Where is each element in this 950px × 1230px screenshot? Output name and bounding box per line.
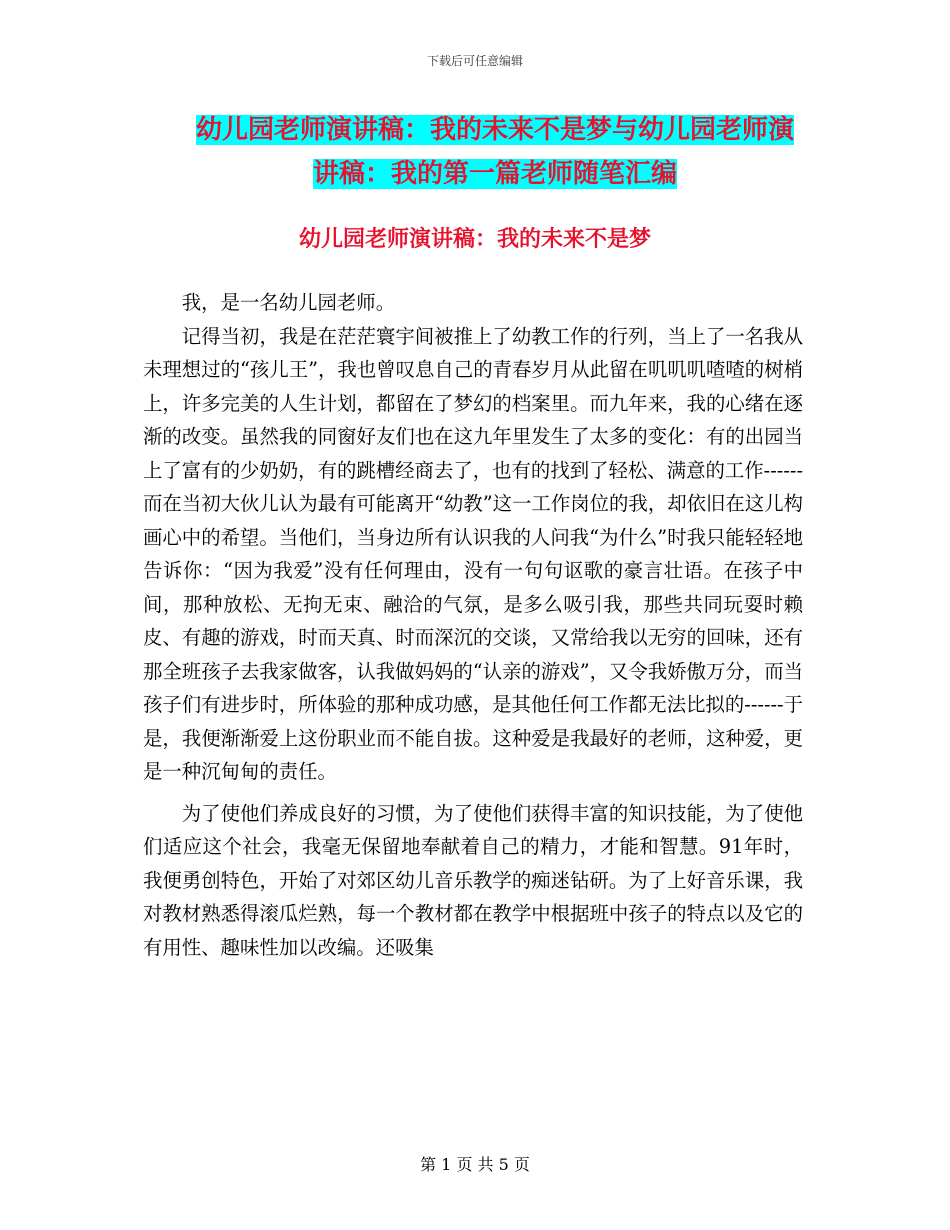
document-title bbox=[145, 108, 845, 196]
section-title: 幼儿园老师演讲稿：我的未来不是梦 bbox=[298, 227, 651, 252]
paragraph: 为了使他们养成良好的习惯，为了使他们获得丰富的知识技能，为了使他们适应这个社会，我毫无保留地奉献着自己的精力，才能和智慧。91年时，我便勇创特色，开始了对郊区幼儿音乐教学的痴迷钻研。为了上好音乐课，我对教材熟悉得滚瓜烂熟，每一个教材都在教学中根据班中孩子的特点以及它的有用性、趣味性加以改编。还吸集 bbox=[143, 801, 803, 959]
paragraph: 我，是一名幼儿园老师。 bbox=[181, 291, 396, 314]
document-title-line-2: 讲稿：我的第一篇老师随笔汇编 bbox=[312, 159, 677, 189]
page-footer: 第 1 页 共 5 页 bbox=[420, 1155, 530, 1174]
header-note: 下载后可任意编辑 bbox=[426, 54, 523, 68]
body-text bbox=[143, 286, 803, 964]
paragraph: 记得当初，我是在茫茫寰宇间被推上了幼教工作的行列，当上了一名我从未理想过的“孩儿王”，我也曾叹息自己的青春岁月从此留在叽叽叽喳喳的树梢上，许多完美的人生计划，都留在了梦幻的档案里。而九年来，我的心绪在逐渐的改变。虽然我的同窗好友们也在这九年里发生了太多的变化：有的出园当上了富有的少奶奶，有的跳槽经商去了，也有的找到了轻松、满意的工作------而在当初大伙儿认为最有可能离开“幼教”这一工作岗位的我，却依旧在这儿构画心中的希望。当他们，当身边所有认识我的人问我“为什么”时我只能轻轻地告诉你：“因为我爱”没有任何理由，没有一句句讴歌的豪言壮语。在孩子中间，那种放松、无拘无束、融洽的气氛，是多么吸引我，那些共同玩耍时赖皮、有趣的游戏，时而天真、时而深沉的交谈，又常给我以无穷的回味，还有那全班孩子去我家做客，认我做妈妈的“认亲的游戏”，又令我娇傲万分，而当孩子们有进步时，所体验的那种成功感，是其他任何工作都无法比拟的------于是，我便渐渐爱上这份职业而不能自拔。这种爱是我最好的老师，这种爱，更是一种沉甸甸的责任。 bbox=[143, 324, 803, 783]
document-title-line-1: 幼儿园老师演讲稿：我的未来不是梦与幼儿园老师演 bbox=[195, 115, 794, 145]
